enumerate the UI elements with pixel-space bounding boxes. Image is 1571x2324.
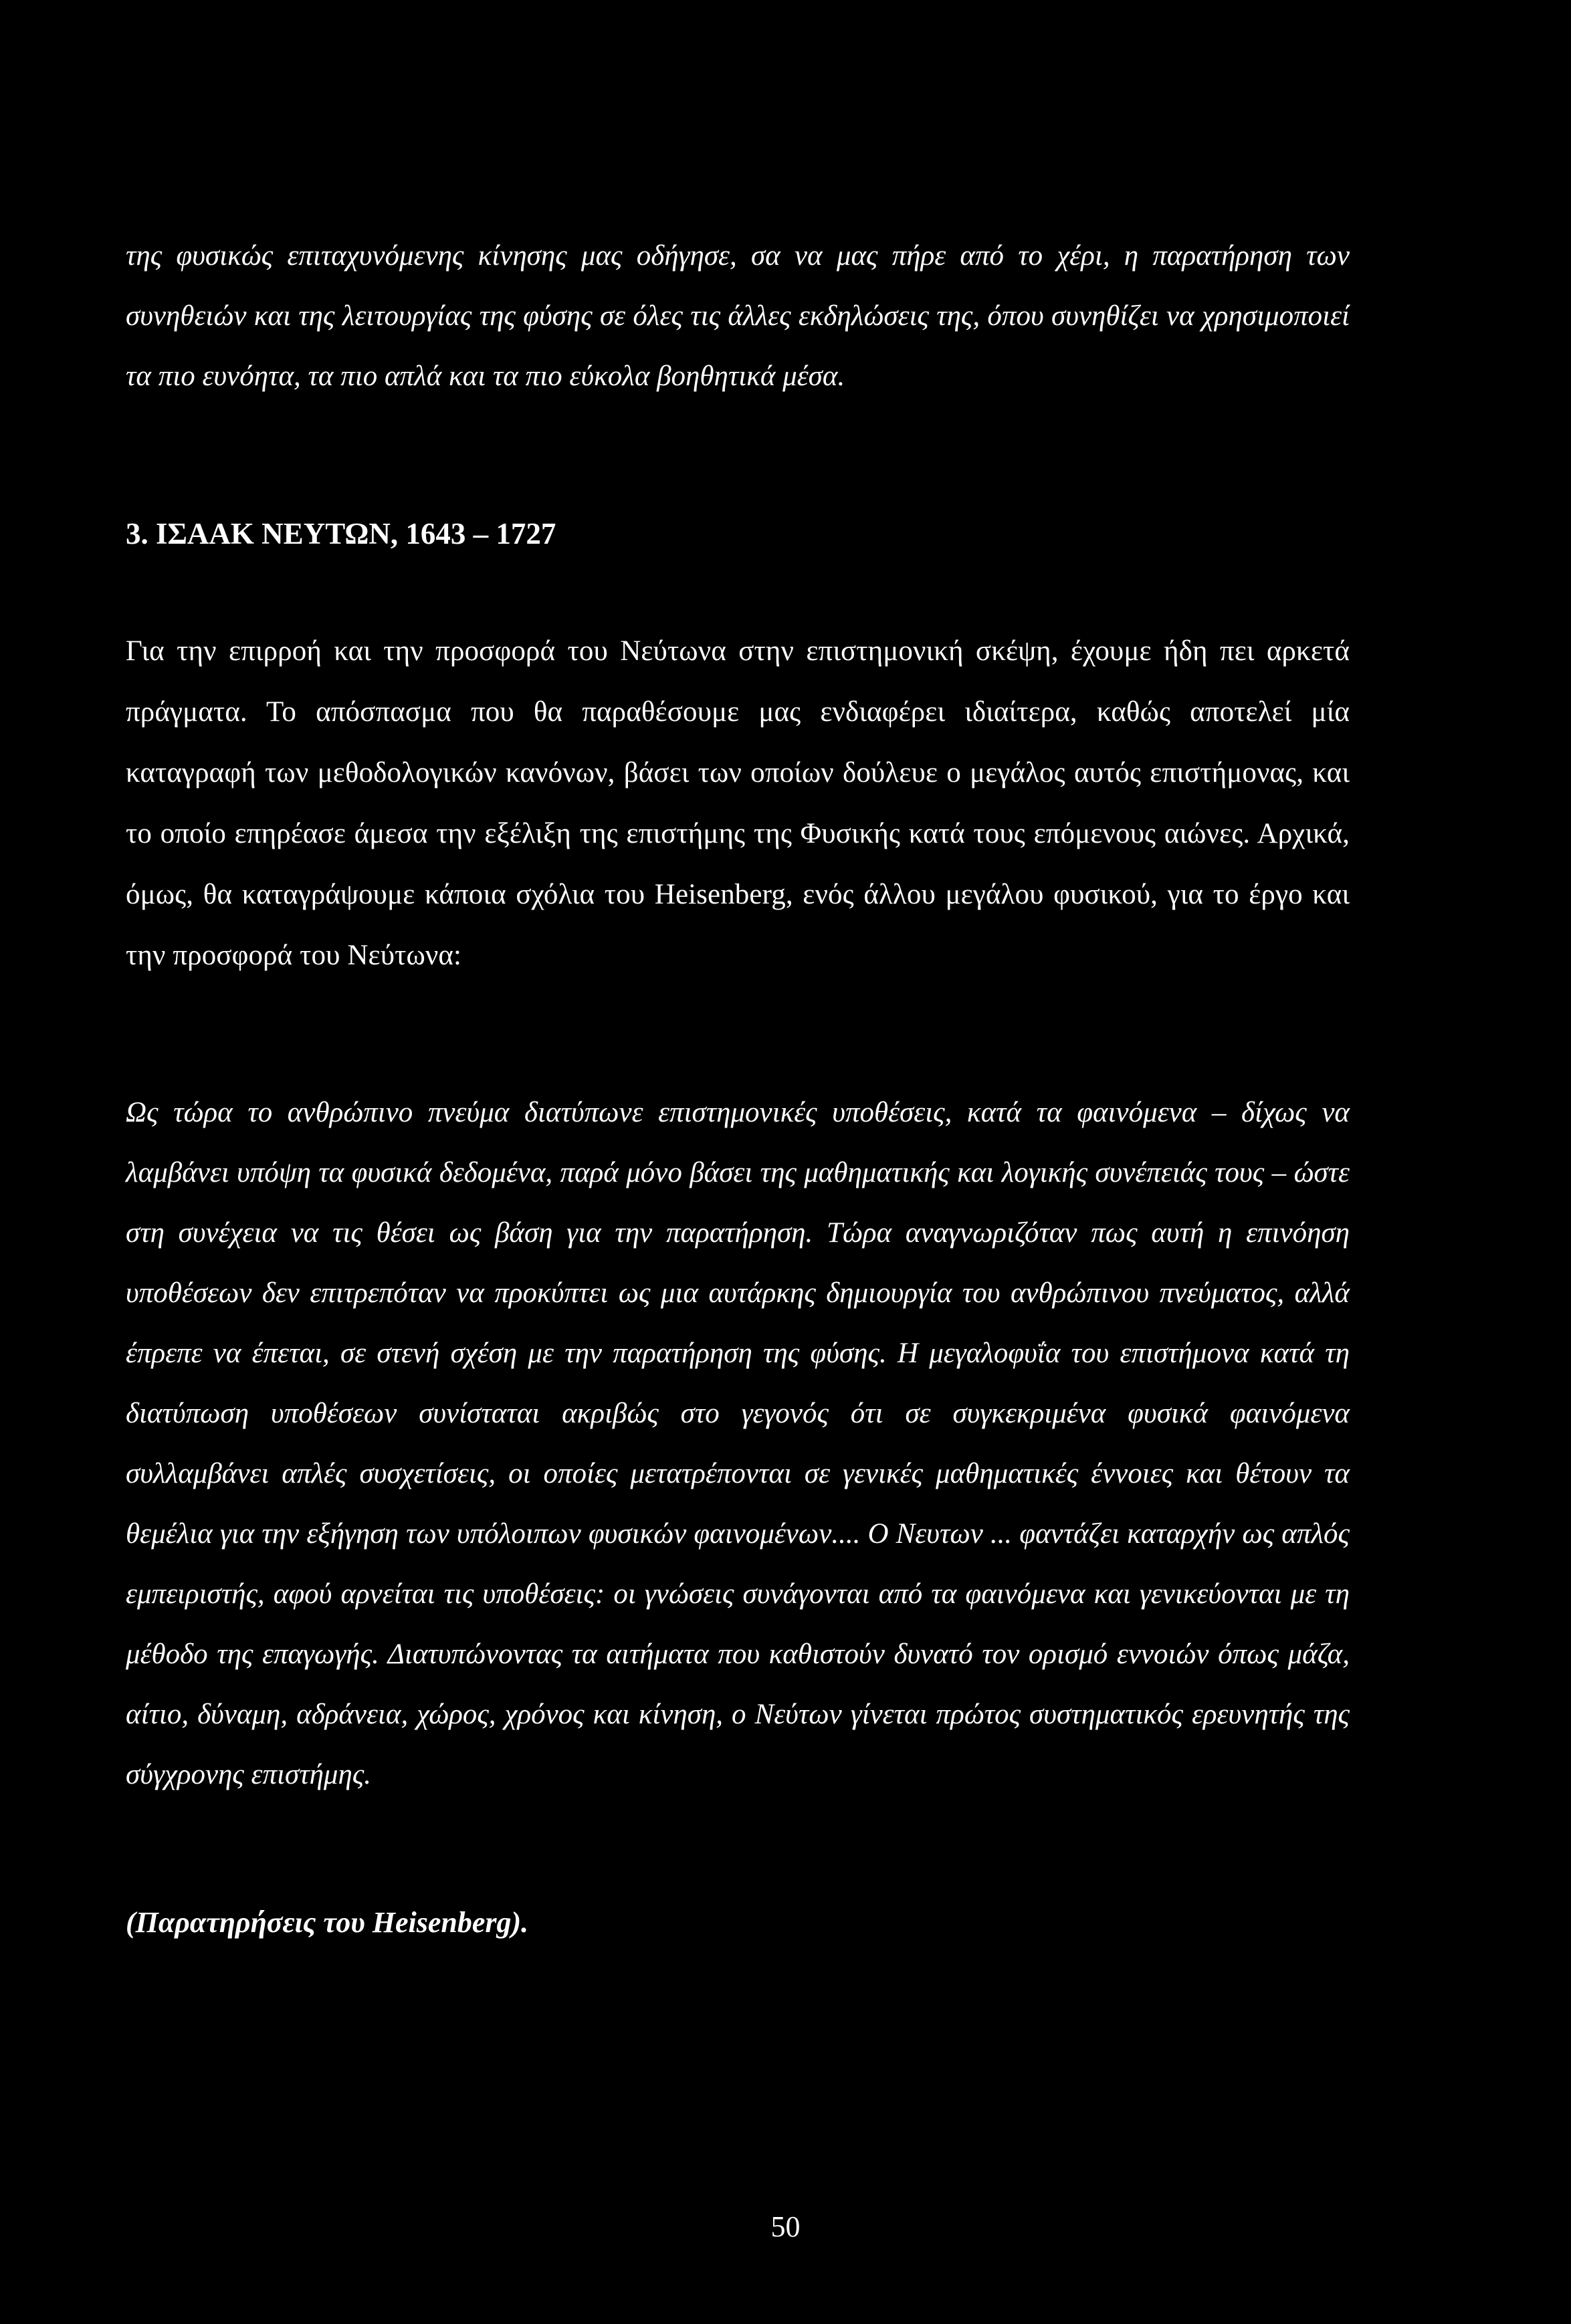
page-number: 50 bbox=[770, 2210, 801, 2243]
quote-paragraph: Ως τώρα το ανθρώπινο πνεύμα διατύπωνε επιστημονικές υποθέσεις, κατά τα φαινόμενα – δίχως να λαμβάνει υπόψη τα φυσικά δεδομένα, παρά μόνο βάσει της μαθηματικής και λογικής συνέπειάς τους – ώστε στη συνέχεια να τις θέσει ως βάση για την παρατήρηση. Τώρα αναγνωριζόταν πως αυτή η επινόηση υποθέσεων δεν επιτρεπόταν να προκύπτει ως μια αυτάρκης δημιουργία του ανθρώπινου πνεύματος, αλλά έπρεπε να έπεται, σε στενή σχέση με την παρατήρηση της φύσης. Η μεγαλοφυΐα του επιστήμονα κατά τη διατύπωση υποθέσεων συνίσταται ακριβώς στο γεγονός ότι σε συγκεκριμένα φυσικά φαινόμενα συλλαμβάνει απλές συσχετίσεις, οι οποίες μετατρέπονται σε γενικές μαθηματικές έννοιες και θέτουν τα θεμέλια για την εξήγηση των υπόλοιπων φυσικών φαινομένων.... Ο Νευτων ... φαντάζει καταρχήν ως απλός εμπειριστής, αφού αρνείται τις υποθέσεις: οι γνώσεις συνάγονται από τα φαινόμενα και γενικεύονται με τη μέθοδο της επαγωγής. Διατυπώνοντας τα αιτήματα που καθιστούν δυνατό τον ορισμό εννοιών όπως μάζα, αίτιο, δύναμη, αδράνεια, χώρος, χρόνος και κίνηση, ο Νεύτων γίνεται πρώτος συστηματικός ερευνητής της σύγχρονης επιστήμης. bbox=[126, 1097, 1350, 1790]
body-paragraph: Για την επιρροή και την προσφορά του Νεύτωνα στην επιστημονική σκέψη, έχουμε ήδη πει αρκετά πράγματα. Το απόσπασμα που θα παραθέσουμε μας ενδιαφέρει ιδιαίτερα, καθώς αποτελεί μία καταγραφή των μεθοδολογικών κανόνων, βάσει των οποίων δούλευε ο μεγάλος αυτός επιστήμονας, και το οποίο επηρέασε άμεσα την εξέλιξη της επιστήμης της Φυσικής κατά τους επόμενους αιώνες. Αρχικά, όμως, θα καταγράψουμε κάποια σχόλια του Heisenberg, ενός άλλου μεγάλου φυσικού, για το έργο και την προσφορά του Νεύτωνα: bbox=[126, 635, 1350, 971]
section-heading: 3. ΙΣΑΑΚ ΝΕΥΤΩΝ, 1643 – 1727 bbox=[126, 517, 556, 550]
quote-attribution: (Παρατηρήσεις του Heisenberg). bbox=[126, 1906, 529, 1939]
intro-paragraph: της φυσικώς επιταχυνόμενης κίνησης μας οδήγησε, σα να μας πήρε από το χέρι, η παρατήρηση των συνηθειών και της λειτουργίας της φύσης σε όλες τις άλλες εκδηλώσεις της, όπου συνηθίζει να χρησιμοποιεί τα πιο ευνόητα, τα πιο απλά και τα πιο εύκολα βοηθητικά μέσα. bbox=[126, 240, 1350, 392]
